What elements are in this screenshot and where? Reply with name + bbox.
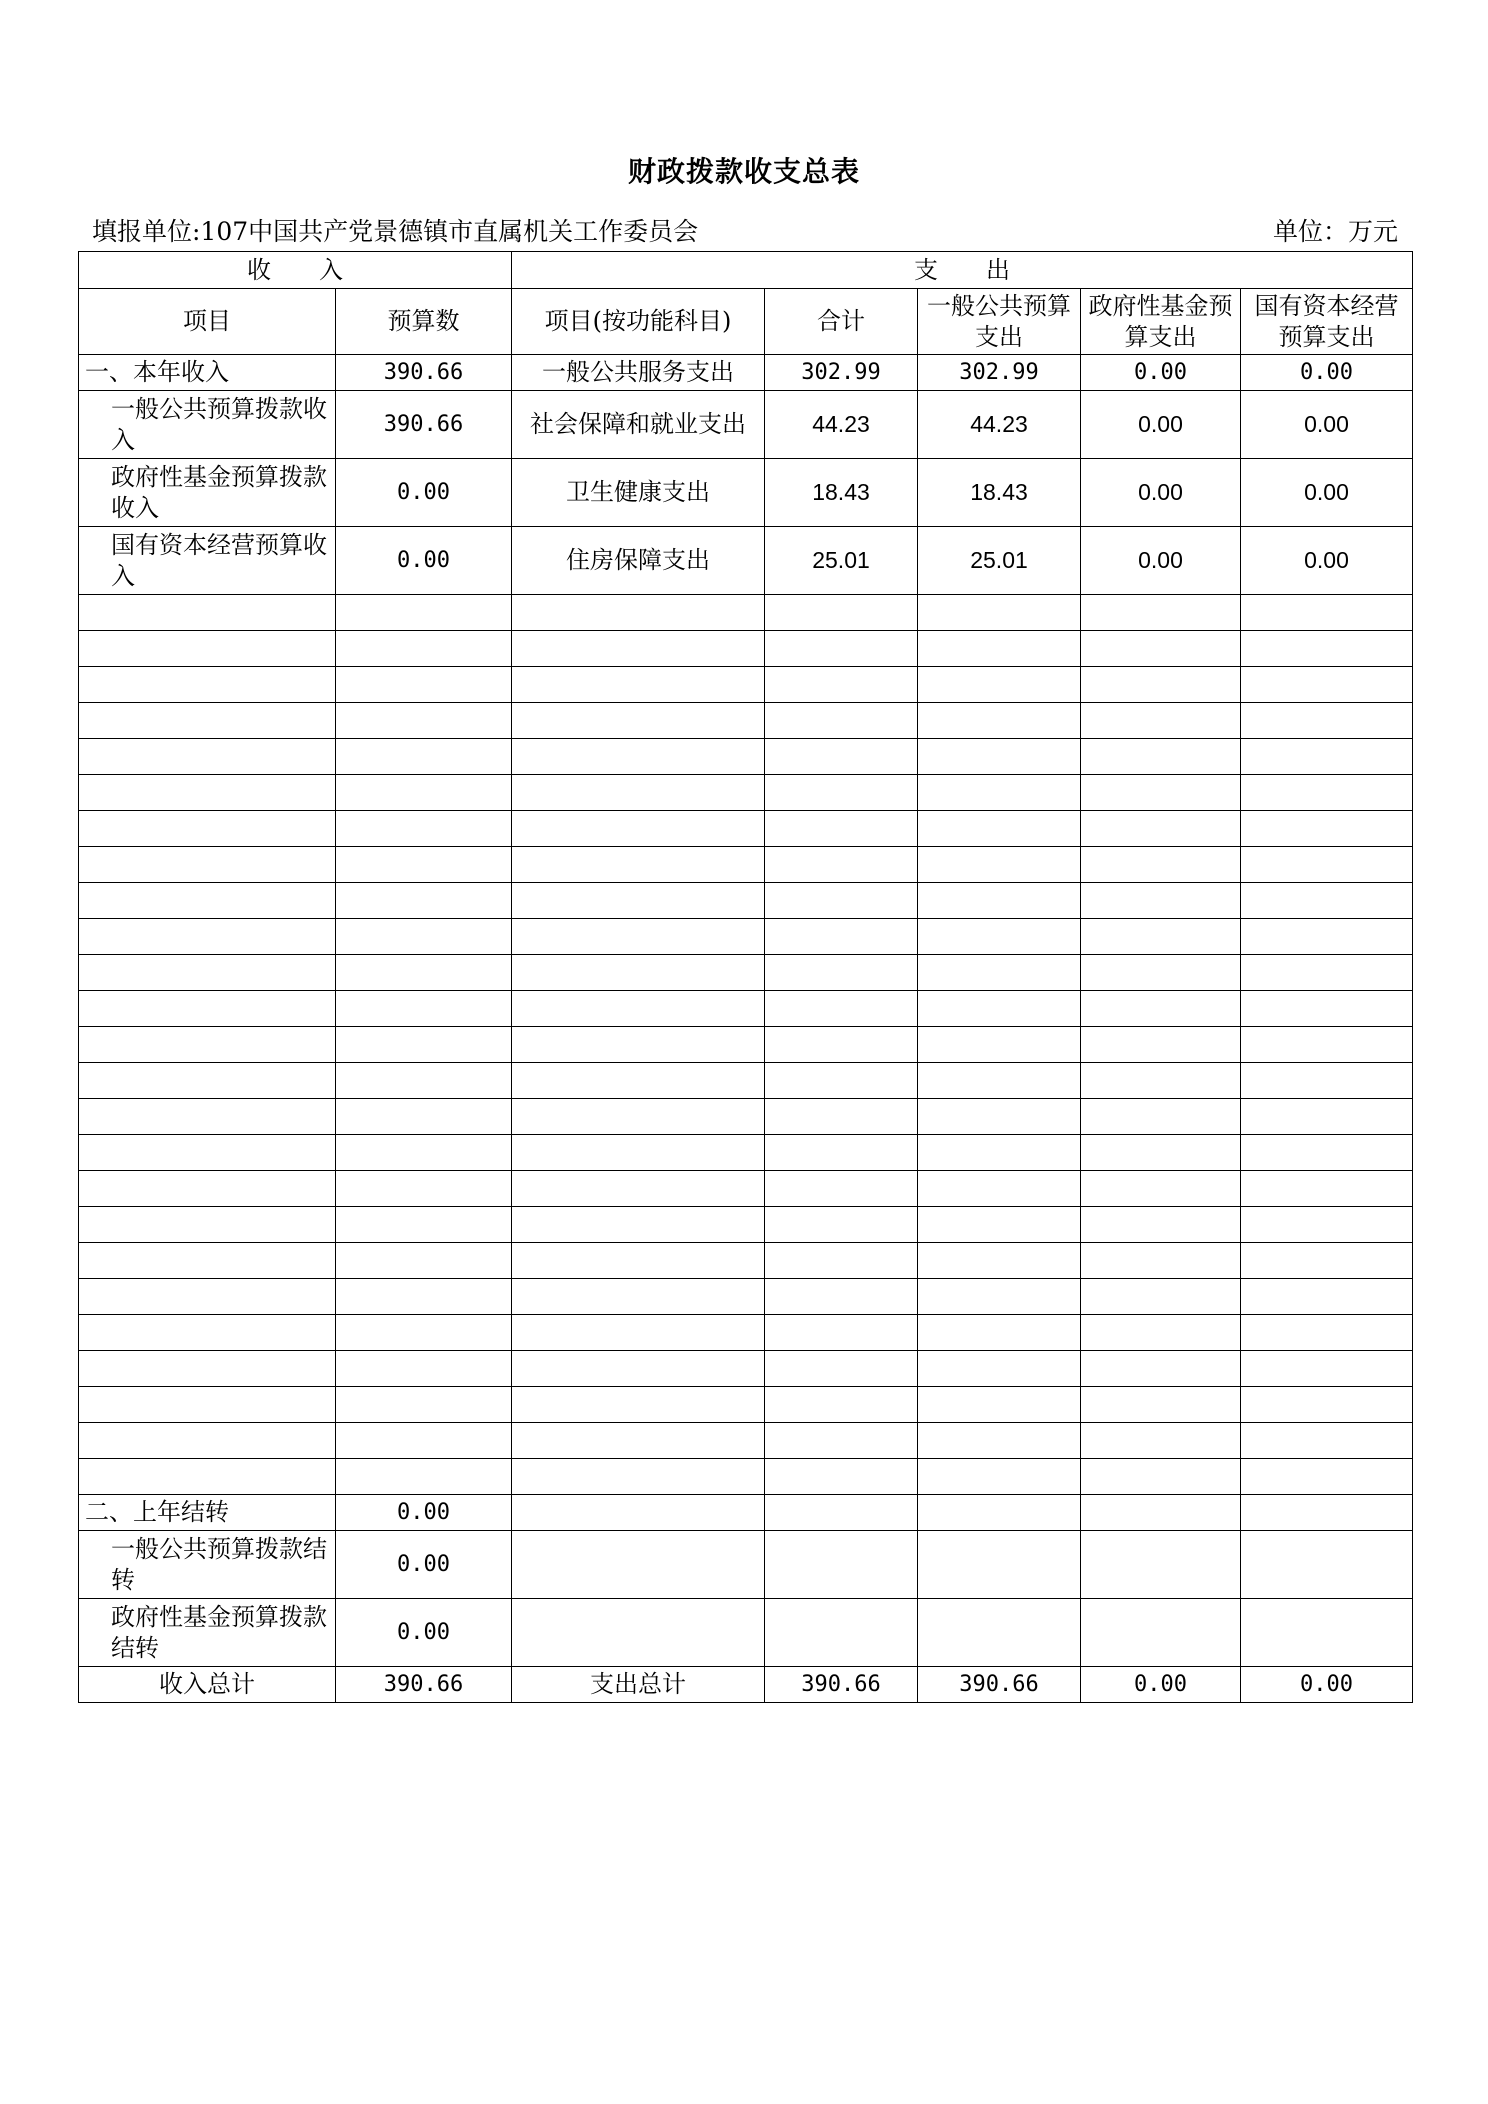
empty-cell	[1081, 667, 1241, 703]
empty-cell	[1241, 703, 1413, 739]
empty-cell	[79, 775, 336, 811]
empty-cell	[1081, 1531, 1241, 1599]
empty-cell	[1241, 667, 1413, 703]
empty-cell	[79, 595, 336, 631]
empty-cell	[765, 883, 918, 919]
empty-cell	[336, 1315, 512, 1351]
empty-cell	[765, 1099, 918, 1135]
general-value: 25.01	[918, 527, 1081, 595]
empty-cell	[512, 955, 765, 991]
empty-cell	[765, 1351, 918, 1387]
appropriation-table	[78, 251, 1413, 1703]
col-func-item-header: 项目(按功能科目)	[512, 289, 765, 355]
empty-cell	[79, 1063, 336, 1099]
general-value: 302.99	[918, 355, 1081, 391]
empty-cell	[512, 1351, 765, 1387]
income-item: 一、本年收入	[79, 355, 336, 391]
empty-cell	[336, 847, 512, 883]
empty-cell	[765, 1027, 918, 1063]
empty-cell	[918, 631, 1081, 667]
blank-row	[79, 1387, 1413, 1423]
state-capital-value: 0.00	[1241, 459, 1413, 527]
expense-header: 支 出	[512, 252, 1413, 289]
empty-cell	[79, 1135, 336, 1171]
empty-cell	[765, 631, 918, 667]
table-row	[79, 1599, 1413, 1667]
empty-cell	[918, 991, 1081, 1027]
col-total-header: 合计	[765, 289, 918, 355]
blank-row	[79, 595, 1413, 631]
empty-cell	[918, 1171, 1081, 1207]
empty-cell	[336, 1135, 512, 1171]
empty-cell	[1081, 811, 1241, 847]
empty-cell	[512, 595, 765, 631]
income-item: 一般公共预算拨款结转	[79, 1531, 336, 1599]
empty-cell	[336, 811, 512, 847]
empty-cell	[765, 1387, 918, 1423]
empty-cell	[336, 739, 512, 775]
table-row	[79, 1495, 1413, 1531]
empty-cell	[1081, 1027, 1241, 1063]
empty-cell	[336, 1027, 512, 1063]
empty-cell	[765, 955, 918, 991]
general-value: 390.66	[918, 1667, 1081, 1703]
empty-cell	[1081, 919, 1241, 955]
blank-row	[79, 1171, 1413, 1207]
state-capital-value: 0.00	[1241, 1667, 1413, 1703]
general-value: 44.23	[918, 391, 1081, 459]
empty-cell	[765, 919, 918, 955]
blank-row	[79, 991, 1413, 1027]
empty-cell	[512, 1387, 765, 1423]
empty-cell	[918, 1423, 1081, 1459]
blank-row	[79, 1315, 1413, 1351]
empty-cell	[918, 1351, 1081, 1387]
empty-cell	[512, 1063, 765, 1099]
empty-cell	[1241, 1207, 1413, 1243]
col-gov-fund-header: 政府性基金预算支出	[1081, 289, 1241, 355]
empty-cell	[1241, 991, 1413, 1027]
col-budget-header: 预算数	[336, 289, 512, 355]
empty-cell	[79, 1387, 336, 1423]
col-general-header: 一般公共预算支出	[918, 289, 1081, 355]
total-value: 25.01	[765, 527, 918, 595]
empty-cell	[918, 1599, 1081, 1667]
budget-value: 390.66	[336, 391, 512, 459]
empty-cell	[765, 775, 918, 811]
empty-cell	[336, 1207, 512, 1243]
blank-row	[79, 883, 1413, 919]
empty-cell	[1241, 1135, 1413, 1171]
blank-row	[79, 703, 1413, 739]
empty-cell	[512, 703, 765, 739]
empty-cell	[336, 631, 512, 667]
total-value: 390.66	[765, 1667, 918, 1703]
blank-row	[79, 1063, 1413, 1099]
empty-cell	[1241, 739, 1413, 775]
empty-cell	[765, 1135, 918, 1171]
empty-cell	[918, 1099, 1081, 1135]
empty-cell	[79, 1315, 336, 1351]
budget-value: 390.66	[336, 355, 512, 391]
empty-cell	[79, 1351, 336, 1387]
blank-row	[79, 1027, 1413, 1063]
empty-cell	[1241, 811, 1413, 847]
empty-cell	[336, 1099, 512, 1135]
empty-cell	[512, 1599, 765, 1667]
empty-cell	[1241, 883, 1413, 919]
empty-cell	[1081, 775, 1241, 811]
empty-cell	[1241, 1171, 1413, 1207]
empty-cell	[79, 919, 336, 955]
empty-cell	[1081, 1351, 1241, 1387]
empty-cell	[336, 703, 512, 739]
empty-cell	[918, 1279, 1081, 1315]
empty-cell	[918, 1531, 1081, 1599]
empty-cell	[512, 775, 765, 811]
empty-cell	[918, 847, 1081, 883]
empty-cell	[1081, 631, 1241, 667]
table-row	[79, 355, 1413, 391]
empty-cell	[918, 883, 1081, 919]
expense-item: 卫生健康支出	[512, 459, 765, 527]
empty-cell	[512, 1027, 765, 1063]
blank-row	[79, 631, 1413, 667]
empty-cell	[336, 1063, 512, 1099]
empty-cell	[512, 1531, 765, 1599]
empty-cell	[512, 1315, 765, 1351]
income-item: 二、上年结转	[79, 1495, 336, 1531]
empty-cell	[765, 1279, 918, 1315]
gov-fund-value: 0.00	[1081, 459, 1241, 527]
empty-cell	[1081, 847, 1241, 883]
empty-cell	[79, 1279, 336, 1315]
income-header: 收 入	[79, 252, 512, 289]
blank-row	[79, 811, 1413, 847]
empty-cell	[1081, 1243, 1241, 1279]
empty-cell	[1241, 1243, 1413, 1279]
empty-cell	[512, 883, 765, 919]
empty-cell	[1241, 1531, 1413, 1599]
empty-cell	[918, 1495, 1081, 1531]
total-value: 44.23	[765, 391, 918, 459]
empty-cell	[79, 631, 336, 667]
empty-cell	[512, 1171, 765, 1207]
empty-cell	[918, 1315, 1081, 1351]
budget-value: 0.00	[336, 1531, 512, 1599]
empty-cell	[1241, 1063, 1413, 1099]
empty-cell	[1241, 1027, 1413, 1063]
empty-cell	[1241, 1459, 1413, 1495]
empty-cell	[918, 955, 1081, 991]
total-value: 18.43	[765, 459, 918, 527]
budget-value: 0.00	[336, 1495, 512, 1531]
empty-cell	[765, 1531, 918, 1599]
empty-cell	[79, 883, 336, 919]
empty-cell	[1241, 955, 1413, 991]
blank-row	[79, 1279, 1413, 1315]
table-row	[79, 459, 1413, 527]
empty-cell	[1081, 883, 1241, 919]
empty-cell	[1081, 1459, 1241, 1495]
blank-row	[79, 1099, 1413, 1135]
empty-cell	[1081, 991, 1241, 1027]
empty-cell	[512, 1279, 765, 1315]
empty-cell	[79, 1207, 336, 1243]
blank-rows	[79, 595, 1413, 1495]
empty-cell	[918, 1459, 1081, 1495]
blank-row	[79, 739, 1413, 775]
blank-row	[79, 919, 1413, 955]
expense-total-label: 支出总计	[512, 1667, 765, 1703]
empty-cell	[765, 1423, 918, 1459]
empty-cell	[79, 811, 336, 847]
total-value: 302.99	[765, 355, 918, 391]
empty-cell	[765, 1495, 918, 1531]
empty-cell	[336, 1423, 512, 1459]
empty-cell	[918, 1243, 1081, 1279]
empty-cell	[79, 1027, 336, 1063]
state-capital-value: 0.00	[1241, 355, 1413, 391]
blank-row	[79, 955, 1413, 991]
empty-cell	[336, 955, 512, 991]
empty-cell	[765, 595, 918, 631]
empty-cell	[918, 595, 1081, 631]
gov-fund-value: 0.00	[1081, 1667, 1241, 1703]
gov-fund-value: 0.00	[1081, 355, 1241, 391]
general-value: 18.43	[918, 459, 1081, 527]
empty-cell	[1241, 1423, 1413, 1459]
blank-row	[79, 775, 1413, 811]
expense-item: 一般公共服务支出	[512, 355, 765, 391]
empty-cell	[765, 811, 918, 847]
empty-cell	[336, 1459, 512, 1495]
empty-cell	[336, 775, 512, 811]
empty-cell	[1081, 739, 1241, 775]
empty-cell	[765, 991, 918, 1027]
empty-cell	[918, 1063, 1081, 1099]
reporting-unit: 填报单位:107中国共产党景德镇市直属机关工作委员会	[92, 217, 699, 246]
empty-cell	[1241, 1351, 1413, 1387]
empty-cell	[1241, 1387, 1413, 1423]
empty-cell	[512, 1495, 765, 1531]
empty-cell	[1241, 1495, 1413, 1531]
empty-cell	[1081, 1423, 1241, 1459]
empty-cell	[79, 1171, 336, 1207]
empty-cell	[918, 1027, 1081, 1063]
gov-fund-value: 0.00	[1081, 527, 1241, 595]
income-item: 政府性基金预算拨款收入	[79, 459, 336, 527]
empty-cell	[1241, 775, 1413, 811]
empty-cell	[512, 919, 765, 955]
empty-cell	[79, 667, 336, 703]
blank-row	[79, 1135, 1413, 1171]
empty-cell	[1081, 595, 1241, 631]
gov-fund-value: 0.00	[1081, 391, 1241, 459]
empty-cell	[918, 703, 1081, 739]
empty-cell	[336, 919, 512, 955]
state-capital-value: 0.00	[1241, 527, 1413, 595]
empty-cell	[512, 1423, 765, 1459]
header-row-columns	[79, 289, 1413, 355]
table-row	[79, 527, 1413, 595]
empty-cell	[765, 1063, 918, 1099]
empty-cell	[79, 1243, 336, 1279]
income-item: 国有资本经营预算收入	[79, 527, 336, 595]
income-item: 一般公共预算拨款收入	[79, 391, 336, 459]
empty-cell	[512, 631, 765, 667]
state-capital-value: 0.00	[1241, 391, 1413, 459]
empty-cell	[918, 1135, 1081, 1171]
budget-value: 0.00	[336, 459, 512, 527]
empty-cell	[79, 703, 336, 739]
expense-item: 住房保障支出	[512, 527, 765, 595]
empty-cell	[512, 1099, 765, 1135]
empty-cell	[1081, 955, 1241, 991]
empty-cell	[1081, 1599, 1241, 1667]
empty-cell	[1081, 1279, 1241, 1315]
blank-row	[79, 667, 1413, 703]
blank-row	[79, 1459, 1413, 1495]
empty-cell	[1081, 1387, 1241, 1423]
empty-cell	[1241, 595, 1413, 631]
empty-cell	[765, 1459, 918, 1495]
empty-cell	[512, 991, 765, 1027]
empty-cell	[336, 595, 512, 631]
empty-cell	[1081, 1315, 1241, 1351]
empty-cell	[336, 667, 512, 703]
empty-cell	[1241, 919, 1413, 955]
empty-cell	[512, 739, 765, 775]
empty-cell	[765, 1171, 918, 1207]
empty-cell	[918, 1387, 1081, 1423]
empty-cell	[512, 1207, 765, 1243]
empty-cell	[765, 847, 918, 883]
budget-value: 0.00	[336, 1599, 512, 1667]
empty-cell	[1241, 631, 1413, 667]
empty-cell	[79, 739, 336, 775]
empty-cell	[512, 1243, 765, 1279]
budget-value: 0.00	[336, 527, 512, 595]
empty-cell	[336, 1351, 512, 1387]
empty-cell	[765, 703, 918, 739]
totals-row	[79, 1667, 1413, 1703]
income-total-label: 收入总计	[79, 1667, 336, 1703]
table-row	[79, 391, 1413, 459]
empty-cell	[336, 1279, 512, 1315]
empty-cell	[918, 811, 1081, 847]
empty-cell	[512, 811, 765, 847]
empty-cell	[765, 1315, 918, 1351]
empty-cell	[1081, 1099, 1241, 1135]
currency-unit: 单位：万元	[1272, 217, 1398, 246]
empty-cell	[1081, 1495, 1241, 1531]
blank-row	[79, 1207, 1413, 1243]
empty-cell	[918, 667, 1081, 703]
blank-row	[79, 1351, 1413, 1387]
empty-cell	[79, 955, 336, 991]
empty-cell	[1241, 847, 1413, 883]
empty-cell	[765, 667, 918, 703]
page-title: 财政拨款收支总表	[627, 155, 860, 188]
empty-cell	[336, 1243, 512, 1279]
empty-cell	[1081, 1135, 1241, 1171]
empty-cell	[1081, 1063, 1241, 1099]
blank-row	[79, 847, 1413, 883]
empty-cell	[79, 1423, 336, 1459]
blank-row	[79, 1243, 1413, 1279]
empty-cell	[918, 1207, 1081, 1243]
empty-cell	[336, 1387, 512, 1423]
expense-item: 社会保障和就业支出	[512, 391, 765, 459]
empty-cell	[1081, 1171, 1241, 1207]
empty-cell	[1081, 703, 1241, 739]
empty-cell	[512, 847, 765, 883]
col-state-capital-header: 国有资本经营预算支出	[1241, 289, 1413, 355]
empty-cell	[79, 1099, 336, 1135]
empty-cell	[79, 847, 336, 883]
empty-cell	[79, 1459, 336, 1495]
empty-cell	[1241, 1599, 1413, 1667]
empty-cell	[765, 1243, 918, 1279]
col-item-header: 项目	[79, 289, 336, 355]
income-total-value: 390.66	[336, 1667, 512, 1703]
empty-cell	[336, 991, 512, 1027]
empty-cell	[1241, 1315, 1413, 1351]
empty-cell	[765, 1599, 918, 1667]
blank-row	[79, 1423, 1413, 1459]
empty-cell	[336, 883, 512, 919]
empty-cell	[1081, 1207, 1241, 1243]
header-row-group	[79, 252, 1413, 289]
income-item: 政府性基金预算拨款结转	[79, 1599, 336, 1667]
empty-cell	[512, 1135, 765, 1171]
empty-cell	[336, 1171, 512, 1207]
empty-cell	[918, 739, 1081, 775]
empty-cell	[1241, 1099, 1413, 1135]
table-row	[79, 1531, 1413, 1599]
empty-cell	[918, 919, 1081, 955]
empty-cell	[79, 991, 336, 1027]
empty-cell	[918, 775, 1081, 811]
empty-cell	[1241, 1279, 1413, 1315]
empty-cell	[512, 667, 765, 703]
empty-cell	[765, 739, 918, 775]
empty-cell	[765, 1207, 918, 1243]
empty-cell	[512, 1459, 765, 1495]
